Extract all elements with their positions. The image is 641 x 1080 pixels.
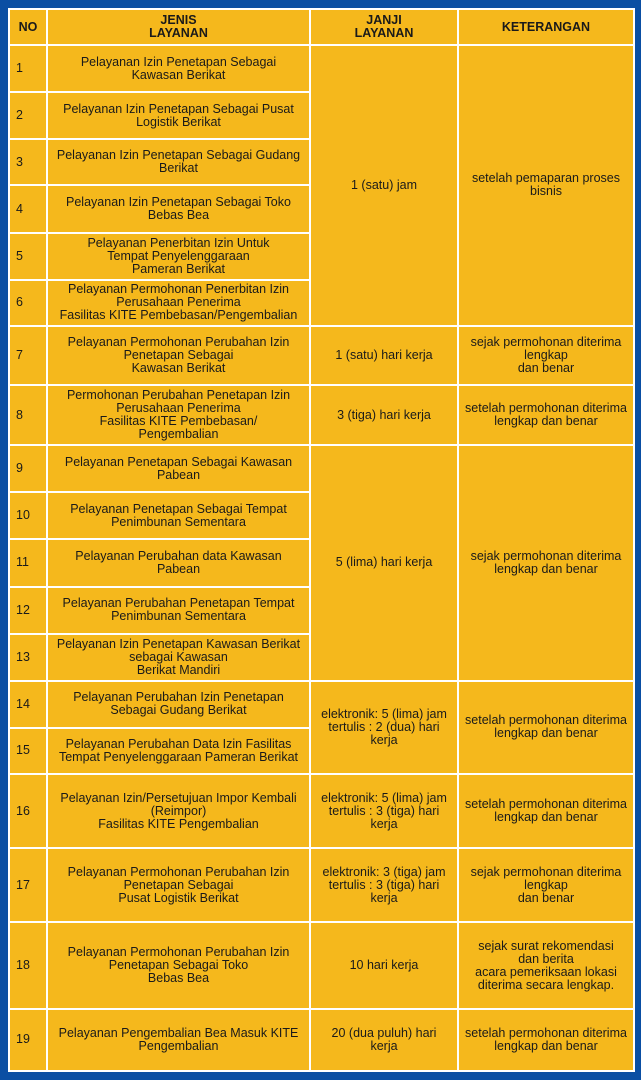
service-promise: 1 (satu) jam [310, 45, 458, 326]
header-row [9, 9, 634, 45]
service-name: Pelayanan Izin Penetapan Kawasan Berikat sebagai Kawasan Berikat Mandiri [47, 634, 310, 681]
row-number: 9 [9, 445, 47, 492]
row-number: 5 [9, 233, 47, 280]
row-number: 13 [9, 634, 47, 681]
service-note: setelah permohonan diterima lengkap dan benar [458, 385, 634, 445]
table-row [9, 774, 634, 848]
service-name: Pelayanan Permohonan Perubahan Izin Penetapan Sebagai Toko Bebas Bea [47, 922, 310, 1008]
service-table-container [8, 8, 633, 1072]
row-number: 15 [9, 728, 47, 774]
row-number: 12 [9, 587, 47, 634]
row-number: 3 [9, 139, 47, 185]
service-note: sejak permohonan diterima lengkap dan benar [458, 445, 634, 681]
service-promise: elektronik: 5 (lima) jam tertulis : 2 (dua) hari kerja [310, 681, 458, 774]
header-janji-layanan: JANJI LAYANAN [310, 9, 458, 45]
table-row [9, 681, 634, 728]
service-note: sejak surat rekomendasi dan berita acara pemeriksaan lokasi diterima secara lengkap. [458, 922, 634, 1008]
service-name: Pelayanan Penetapan Sebagai Tempat Penimbunan Sementara [47, 492, 310, 539]
table-row [9, 922, 634, 1008]
table-row [9, 385, 634, 445]
row-number: 10 [9, 492, 47, 539]
table-row [9, 45, 634, 92]
row-number: 2 [9, 92, 47, 139]
row-number: 18 [9, 922, 47, 1008]
service-table [8, 8, 635, 1072]
service-name: Pelayanan Permohonan Perubahan Izin Penetapan Sebagai Kawasan Berikat [47, 326, 310, 385]
service-name: Pelayanan Pengembalian Bea Masuk KITE Pengembalian [47, 1009, 310, 1071]
header-keterangan: KETERANGAN [458, 9, 634, 45]
service-promise: 1 (satu) hari kerja [310, 326, 458, 385]
service-name: Pelayanan Izin/Persetujuan Impor Kembali (Reimpor) Fasilitas KITE Pengembalian [47, 774, 310, 848]
row-number: 1 [9, 45, 47, 92]
service-note: sejak permohonan diterima lengkap dan benar [458, 848, 634, 922]
table-row [9, 445, 634, 492]
service-name: Pelayanan Perubahan Penetapan Tempat Penimbunan Sementara [47, 587, 310, 634]
service-name: Permohonan Perubahan Penetapan Izin Perusahaan Penerima Fasilitas KITE Pembebasan/ Pengembalian [47, 385, 310, 445]
row-number: 19 [9, 1009, 47, 1071]
row-number: 14 [9, 681, 47, 728]
service-note: setelah permohonan diterima lengkap dan benar [458, 681, 634, 774]
table-row [9, 1009, 634, 1071]
row-number: 8 [9, 385, 47, 445]
service-note: setelah pemaparan proses bisnis [458, 45, 634, 326]
header-no: NO [9, 9, 47, 45]
service-name: Pelayanan Permohonan Penerbitan Izin Perusahaan Penerima Fasilitas KITE Pembebasan/Pengembalian [47, 280, 310, 326]
service-name: Pelayanan Izin Penetapan Sebagai Pusat Logistik Berikat [47, 92, 310, 139]
table-row [9, 848, 634, 922]
service-name: Pelayanan Penetapan Sebagai Kawasan Pabean [47, 445, 310, 492]
service-note: setelah permohonan diterima lengkap dan benar [458, 1009, 634, 1071]
service-promise: 20 (dua puluh) hari kerja [310, 1009, 458, 1071]
row-number: 6 [9, 280, 47, 326]
row-number: 4 [9, 185, 47, 232]
service-name: Pelayanan Izin Penetapan Sebagai Gudang Berikat [47, 139, 310, 185]
service-promise: elektronik: 3 (tiga) jam tertulis : 3 (tiga) hari kerja [310, 848, 458, 922]
service-note: sejak permohonan diterima lengkap dan benar [458, 326, 634, 385]
service-name: Pelayanan Permohonan Perubahan Izin Penetapan Sebagai Pusat Logistik Berikat [47, 848, 310, 922]
service-name: Pelayanan Izin Penetapan Sebagai Toko Bebas Bea [47, 185, 310, 232]
service-promise: 10 hari kerja [310, 922, 458, 1008]
service-name: Pelayanan Perubahan Data Izin Fasilitas Tempat Penyelenggaraan Pameran Berikat [47, 728, 310, 774]
service-promise: 5 (lima) hari kerja [310, 445, 458, 681]
service-promise: 3 (tiga) hari kerja [310, 385, 458, 445]
row-number: 7 [9, 326, 47, 385]
header-jenis-layanan: JENIS LAYANAN [47, 9, 310, 45]
row-number: 17 [9, 848, 47, 922]
service-note: setelah permohonan diterima lengkap dan benar [458, 774, 634, 848]
service-promise: elektronik: 5 (lima) jam tertulis : 3 (tiga) hari kerja [310, 774, 458, 848]
service-name: Pelayanan Perubahan data Kawasan Pabean [47, 539, 310, 586]
service-name: Pelayanan Penerbitan Izin Untuk Tempat Penyelenggaraan Pameran Berikat [47, 233, 310, 280]
service-name: Pelayanan Perubahan Izin Penetapan Sebagai Gudang Berikat [47, 681, 310, 728]
service-name: Pelayanan Izin Penetapan Sebagai Kawasan Berikat [47, 45, 310, 92]
row-number: 16 [9, 774, 47, 848]
row-number: 11 [9, 539, 47, 586]
table-row [9, 326, 634, 385]
